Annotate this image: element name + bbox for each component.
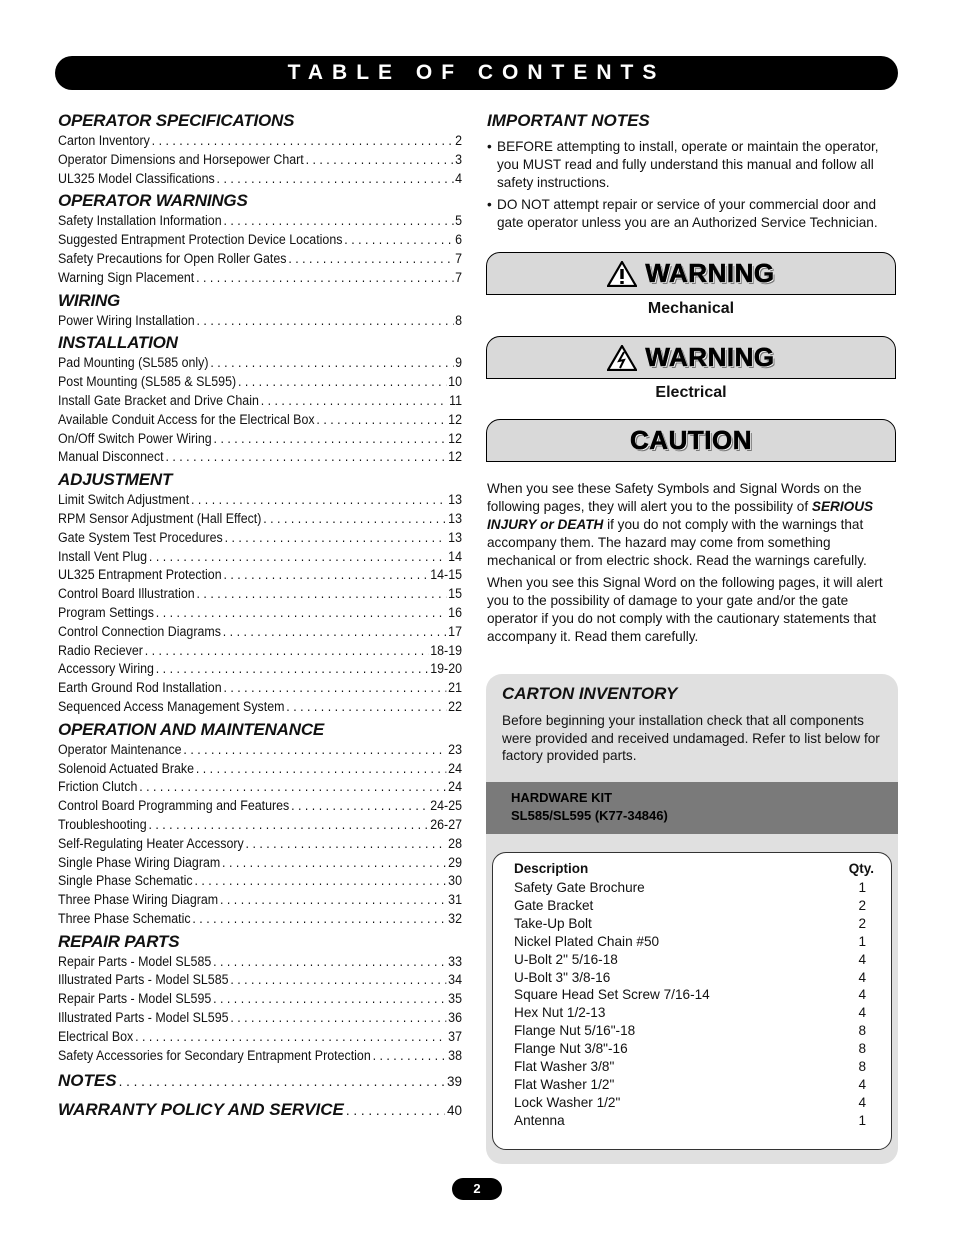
hardware-item-desc: Flat Washer 1/2" [514,1076,615,1092]
hardware-item [514,1058,866,1076]
hardware-item-qty: 4 [858,951,866,967]
toc-entry[interactable] [58,604,462,623]
toc-dot-leader [194,872,446,891]
hardware-item-desc: Flange Nut 3/8"-16 [514,1041,628,1057]
toc-dot-leader [223,623,447,642]
toc-entry-label: Limit Switch Adjustment [58,492,190,508]
hardware-list-header [514,861,874,876]
toc-section-title: WIRING [58,290,121,310]
toc-entry[interactable] [58,971,462,990]
warning-word: WARNING [645,342,775,372]
toc-entry-page: 12 [448,449,463,465]
toc-entry[interactable] [58,642,462,661]
hardware-item-desc: Hex Nut 1/2-13 [514,1005,606,1021]
page-banner-title: TABLE OF CONTENTS [55,56,898,90]
toc-major-label: WARRANTY POLICY AND SERVICE [58,1100,344,1120]
toc-entry-page: 15 [448,586,463,602]
toc-entry-page: 18-19 [430,642,463,658]
hardware-item [514,1076,866,1094]
hardware-item [514,879,866,897]
hardware-item-qty: 4 [858,969,866,985]
toc-dot-leader [373,1047,447,1066]
hardware-item [514,915,866,933]
toc-entry[interactable] [58,151,462,170]
toc-dot-leader [145,642,429,661]
toc-entry-label: Earth Ground Rod Installation [58,680,222,696]
safety-paragraph-2: When you see this Signal Word on the following pages, it will alert you to the possibility of damage to your gate and/or the gate operator if you do not comply with the cautionary statements that accompany it. Read them carefully. [487,575,883,644]
toc-entry-page: 21 [448,680,463,696]
toc-entry-page: 9 [455,355,463,371]
toc-entry-label: Install Gate Bracket and Drive Chain [58,392,259,408]
toc-entry-page: 13 [448,510,463,526]
toc-entry-label: Radio Reciever [58,642,143,658]
hardware-item-desc: Antenna [514,1112,565,1128]
toc-dot-leader [223,566,428,585]
toc-entry-label: Accessory Wiring [58,661,154,677]
table-of-contents [58,108,462,1123]
toc-entry-label: Manual Disconnect [58,449,164,465]
toc-entry[interactable] [58,872,462,891]
toc-entry[interactable] [58,566,462,585]
toc-entry[interactable] [58,741,462,760]
toc-major-entry[interactable] [58,1097,462,1123]
toc-entry-page: 22 [448,698,463,714]
toc-entry-page: 39 [446,1074,462,1090]
toc-entry[interactable] [58,548,462,567]
toc-dot-leader [213,953,446,972]
hardware-item-qty: 4 [858,1076,866,1092]
toc-dot-leader [139,778,446,797]
toc-entry-page: 40 [446,1103,462,1119]
toc-section-title: REPAIR PARTS [58,931,180,951]
toc-entry[interactable] [58,430,462,449]
toc-dot-leader [197,585,447,604]
toc-entry-label: Suggested Entrapment Protection Device Locations [58,232,343,248]
toc-dot-leader [223,212,453,231]
toc-entry-label: Single Phase Schematic [58,873,193,889]
toc-dot-leader [149,548,446,567]
toc-entry[interactable] [58,132,462,151]
hardware-item [514,1004,866,1022]
hardware-item-desc: Lock Washer 1/2" [514,1094,621,1110]
carton-inventory-title: CARTON INVENTORY [502,684,678,703]
toc-entry[interactable] [58,170,462,189]
toc-entry-page: 10 [448,374,463,390]
toc-entry-page: 32 [448,910,463,926]
toc-entry-page: 4 [455,170,463,186]
toc-dot-leader [316,411,446,430]
toc-entry[interactable] [58,698,462,717]
toc-entry-page: 23 [448,741,463,757]
toc-dot-leader [135,1028,446,1047]
toc-section-title: OPERATOR SPECIFICATIONS [58,111,295,130]
toc-entry-page: 12 [448,430,463,446]
toc-entry-label: Illustrated Parts - Model SL585 [58,972,229,988]
note-item: • BEFORE attempting to install, operate or maintain the operator, you MUST read and fully understand this manual and follow all safety instructions. [487,138,897,192]
toc-entry-page: 29 [448,854,463,870]
toc-entry-label: Control Board Illustration [58,586,195,602]
toc-section-title: OPERATION AND MAINTENANCE [58,719,325,739]
toc-entry-page: 35 [448,991,463,1007]
toc-entry-page: 7 [455,250,463,266]
toc-entry-label: Power Wiring Installation [58,312,195,328]
toc-entry-label: Operator Dimensions and Horsepower Chart [58,151,304,167]
toc-entry[interactable] [58,212,462,231]
toc-dot-leader [220,891,446,910]
toc-entry-label: Three Phase Schematic [58,910,191,926]
hardware-item-qty: 4 [858,987,866,1003]
toc-dot-leader [196,269,453,288]
hardware-item [514,1040,866,1058]
hardware-kit-header [486,782,898,834]
toc-entry-label: Install Vent Plug [58,548,148,564]
hardware-kit-model: SL585/SL595 (K77-34846) [511,808,668,823]
toc-entry-page: 24 [448,779,463,795]
toc-entry-page: 14-15 [430,567,463,583]
mechanical-label: Mechanical [647,300,735,317]
toc-dot-leader [246,835,447,854]
toc-entry-page: 38 [448,1047,463,1063]
toc-major-entry[interactable] [58,1068,462,1094]
hardware-item-qty: 4 [858,1005,866,1021]
toc-entry-label: Warning Sign Placement [58,269,195,285]
description-column-header: Description [514,861,589,876]
toc-section-title: OPERATOR WARNINGS [58,191,248,211]
toc-dot-leader [152,132,454,151]
hardware-item-qty: 1 [858,933,866,949]
toc-entry-label: Self-Regulating Heater Accessory [58,835,244,851]
toc-entry-page: 2 [455,133,463,148]
toc-dot-leader [230,971,446,990]
toc-entry[interactable] [58,448,462,467]
toc-entry-page: 3 [455,151,463,167]
safety-text: When you see these Safety Symbols and Signal Words on the following pages, they will alert you to the possibility of [487,481,862,514]
hardware-item-qty: 4 [858,1094,866,1110]
toc-entry[interactable] [58,1028,462,1047]
hardware-item-qty: 8 [858,1041,866,1057]
toc-entry[interactable] [58,529,462,548]
hardware-item-desc: U-Bolt 3" 3/8-16 [514,969,611,985]
toc-entry[interactable] [58,250,462,269]
caution-word: CAUTION [630,425,752,455]
toc-entry[interactable] [58,990,462,1009]
hardware-item-desc: Safety Gate Brochure [514,880,645,895]
toc-dot-leader [261,392,448,411]
toc-dot-leader [119,1069,445,1094]
hardware-item-desc: Nickel Plated Chain #50 [514,933,660,949]
hardware-kit-list [492,852,892,1150]
electric-shock-icon [607,345,637,371]
toc-entry[interactable] [58,1047,462,1066]
hardware-item [514,951,866,969]
toc-entry-label: Friction Clutch [58,779,138,795]
toc-dot-leader [156,604,447,623]
toc-entry-page: 26-27 [430,816,463,832]
toc-entry-page: 24-25 [430,798,463,814]
hardware-item-qty: 2 [858,897,866,913]
toc-dot-leader [156,660,429,679]
page-number: 2 [452,1178,502,1200]
toc-entry-label: Safety Accessories for Secondary Entrapment Protection [58,1047,371,1063]
hardware-item [514,933,866,951]
toc-entry-page: 12 [448,411,463,427]
hardware-item [514,1112,866,1130]
toc-entry[interactable] [58,660,462,679]
toc-entry-page: 24 [448,760,463,776]
toc-entry[interactable] [58,953,462,972]
toc-entry-page: 5 [455,213,463,229]
hardware-item-qty: 8 [858,1059,866,1075]
toc-entry[interactable] [58,373,462,392]
toc-entry-label: Available Conduit Access for the Electrical Box [58,411,315,427]
toc-entry-page: 13 [448,529,463,545]
hardware-item-qty: 1 [858,880,866,895]
toc-dot-leader [165,448,446,467]
toc-entry[interactable] [58,679,462,698]
important-notes [487,110,897,236]
toc-dot-leader [238,373,446,392]
toc-entry[interactable] [58,1009,462,1028]
toc-entry[interactable] [58,623,462,642]
hardware-item-desc: Square Head Set Screw 7/16-14 [514,987,710,1003]
toc-dot-leader [210,354,453,373]
toc-entry-page: 16 [448,604,463,620]
toc-entry-page: 31 [448,892,463,908]
toc-entry[interactable] [58,411,462,430]
toc-entry-label: Control Connection Diagrams [58,623,221,639]
toc-dot-leader [306,151,454,170]
toc-section-title: ADJUSTMENT [58,470,173,490]
toc-entry-label: Solenoid Actuated Brake [58,760,195,776]
warning-mechanical-panel [486,252,896,295]
hardware-item-qty: 2 [858,915,866,931]
hardware-item [514,969,866,987]
warning-electrical-panel [486,336,896,379]
toc-entry-label: Single Phase Wiring Diagram [58,854,221,870]
toc-entry-page: 19-20 [430,661,463,677]
carton-inventory-intro: Before beginning your installation check that all components were provided and received undamaged. Refer to list below for factory provided parts. [502,713,880,764]
toc-entry[interactable] [58,797,462,816]
safety-text: if you do not comply with the warnings that accompany them. The hazard may come from something mechanical or from electric shock. Read the warnings carefully. [487,517,867,568]
toc-entry-page: 17 [448,623,463,639]
hardware-item [514,1094,866,1112]
hardware-item [514,1022,866,1040]
toc-entry-label: Program Settings [58,604,154,620]
toc-entry-page: 28 [448,835,463,851]
toc-entry-label: Post Mounting (SL585 & SL595) [58,374,237,390]
toc-entry-label: Electrical Box [58,1028,134,1044]
electrical-label: Electrical [655,384,727,401]
hardware-item-qty: 8 [858,1023,866,1039]
toc-entry-label: Pad Mounting (SL585 only) [58,355,209,371]
toc-entry-label: Three Phase Wiring Diagram [58,892,219,908]
toc-entry[interactable] [58,910,462,929]
toc-entry-label: RPM Sensor Adjustment (Hall Effect) [58,510,262,526]
hardware-item-desc: Flat Washer 3/8" [514,1059,615,1075]
toc-entry-page: 37 [448,1028,463,1044]
toc-entry-page: 6 [455,232,463,248]
toc-entry[interactable] [58,354,462,373]
important-notes-title: IMPORTANT NOTES [487,111,650,130]
toc-dot-leader [148,816,428,835]
toc-entry-page: 7 [455,269,463,285]
toc-dot-leader [196,760,446,779]
toc-entry[interactable] [58,585,462,604]
toc-dot-leader [263,510,446,529]
toc-dot-leader [192,910,446,929]
toc-dot-leader [191,491,446,510]
toc-major-label: NOTES [58,1071,117,1091]
toc-dot-leader [291,797,428,816]
toc-dot-leader [214,430,447,449]
toc-dot-leader [222,854,446,873]
hardware-item-desc: Take-Up Bolt [514,915,592,931]
toc-entry[interactable] [58,491,462,510]
qty-column-header: Qty. [848,861,874,876]
toc-entry-page: 33 [448,953,463,969]
toc-entry-page: 30 [448,873,463,889]
toc-dot-leader [197,312,454,331]
hardware-item-desc: Flange Nut 5/16"-18 [514,1023,636,1039]
toc-entry-label: Sequenced Access Management System [58,698,285,714]
hardware-item-qty: 1 [858,1112,866,1128]
toc-entry-label: Control Board Programming and Features [58,798,290,814]
warning-word: WARNING [645,258,775,288]
hardware-item-desc: U-Bolt 2" 5/16-18 [514,951,618,967]
toc-entry-label: Safety Installation Information [58,213,222,229]
toc-entry-label: On/Off Switch Power Wiring [58,430,212,446]
toc-entry[interactable] [58,835,462,854]
note-item: • DO NOT attempt repair or service of your commercial door and gate operator unless you are an Authorized Service Technician. [487,196,897,232]
toc-entry[interactable] [58,760,462,779]
hardware-kit-title: HARDWARE KIT [511,790,613,805]
toc-entry-label: Illustrated Parts - Model SL595 [58,1010,229,1026]
toc-dot-leader [288,250,453,269]
hardware-item [514,986,866,1004]
toc-entry-label: UL325 Model Classifications [58,170,215,186]
toc-entry-page: 8 [455,312,463,328]
toc-entry-label: Repair Parts - Model SL595 [58,991,212,1007]
toc-dot-leader [286,698,446,717]
hardware-item [514,897,866,915]
toc-dot-leader [346,1098,445,1123]
toc-entry[interactable] [58,854,462,873]
toc-entry-label: Operator Maintenance [58,741,182,757]
toc-entry-page: 13 [448,492,463,508]
toc-entry[interactable] [58,778,462,797]
toc-entry[interactable] [58,392,462,411]
toc-entry-label: Gate System Test Procedures [58,529,223,545]
toc-entry[interactable] [58,269,462,288]
toc-entry[interactable] [58,510,462,529]
hardware-item-desc: Gate Bracket [514,897,594,913]
toc-entry-page: 36 [448,1010,463,1026]
safety-paragraph-1 [487,480,897,570]
toc-entry[interactable] [58,312,462,331]
toc-dot-leader [213,990,446,1009]
serious-injury-emphasis: SERIOUS INJURY or DEATH [487,499,874,532]
toc-entry-label: Troubleshooting [58,816,147,832]
hardware-items [514,879,866,1130]
toc-entry[interactable] [58,231,462,250]
toc-entry-label: Repair Parts - Model SL585 [58,953,212,969]
carton-inventory-panel [486,674,898,1164]
toc-dot-leader [225,529,447,548]
toc-dot-leader [183,741,446,760]
toc-dot-leader [217,170,454,189]
toc-entry-label: UL325 Entrapment Protection [58,567,222,583]
toc-dot-leader [223,679,446,698]
toc-entry[interactable] [58,816,462,835]
toc-entry-page: 11 [449,392,463,408]
toc-entry-label: Carton Inventory [58,133,150,148]
toc-entry-page: 34 [448,972,463,988]
caution-panel [486,419,896,462]
toc-entry[interactable] [58,891,462,910]
warning-triangle-icon [607,261,637,287]
toc-dot-leader [230,1009,446,1028]
toc-dot-leader [344,231,453,250]
toc-entry-label: Safety Precautions for Open Roller Gates [58,250,287,266]
toc-entry-page: 14 [448,548,463,564]
toc-section-title: INSTALLATION [58,333,178,353]
